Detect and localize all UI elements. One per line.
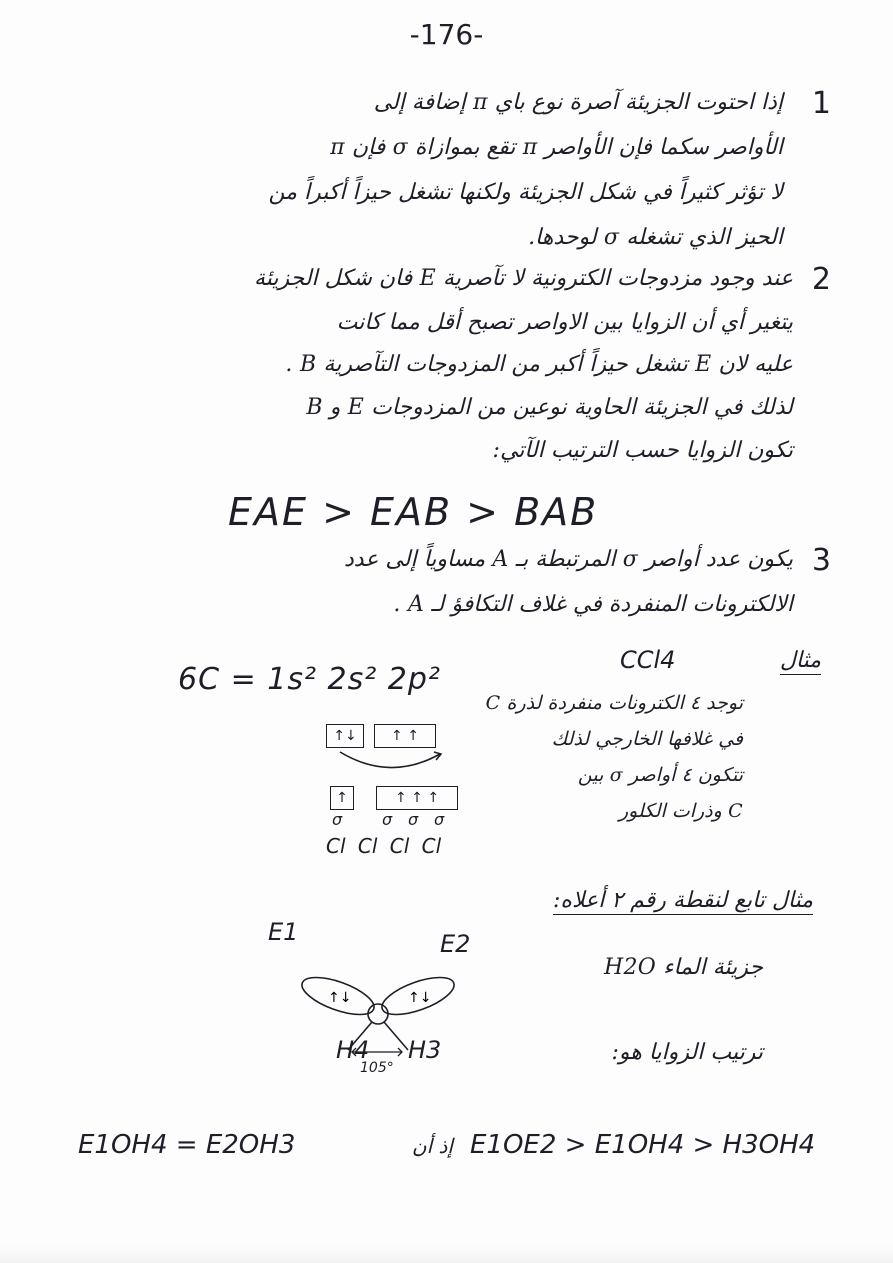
electron-configuration: 6C = 1s² 2s² 2p²	[178, 662, 441, 697]
chlorine-labels: Cl Cl Cl Cl	[326, 834, 442, 858]
water-molecule-label: جزيئة الماء H2O	[604, 955, 763, 980]
sigma-label-2: σ	[382, 810, 393, 829]
sigma-label-1: σ	[332, 810, 343, 829]
item2-line-4: لذلك في الجزيئة الحاوية نوعين من المزدوجات E و B	[306, 395, 793, 420]
item1-line-1: إذا احتوت الجزيئة آصرة نوع باي π إضافة إلى	[373, 90, 783, 115]
angle-order-label: ترتيب الزوايا هو:	[611, 1040, 763, 1065]
example1-note-4: C وذرات الكلور	[618, 800, 743, 822]
item3-line-1: يكون عدد أواصر σ المرتبطة بـ A مساوياً إلى عدد	[343, 547, 793, 572]
promotion-arrow-icon	[330, 748, 450, 778]
item-number-1: 1	[811, 86, 831, 121]
angle-equality: E1OH4 = E2OH3	[78, 1130, 296, 1160]
label-h3: H3	[408, 1036, 442, 1064]
example2-heading: مثال تابع لنقطة رقم ٢ أعلاه:	[553, 888, 813, 915]
orbital-box-2s-hybrid: ↑	[330, 786, 354, 810]
example1-note-3: تتكون ٤ أواصر σ بين	[577, 764, 743, 786]
svg-text:↑↓: ↑↓	[408, 990, 432, 1006]
item2-line-1: عند وجود مزدوجات الكترونية لا تآصرية E فان شكل الجزيئة	[253, 266, 793, 291]
orbital-box-2p-hybrid: ↑ ↑ ↑	[376, 786, 458, 810]
example1-note-1: توجد ٤ الكترونات منفردة لذرة C	[485, 692, 743, 714]
svg-text:↑↓: ↑↓	[328, 990, 352, 1006]
label-h4: H4	[336, 1036, 370, 1064]
item1-line-3: لا تؤثر كثيراً في شكل الجزيئة ولكنها تشغل حيزاً أكبراً من	[268, 180, 783, 205]
since-word: إذ أن	[411, 1134, 453, 1158]
item-number-2: 2	[811, 262, 831, 297]
item2-line-2: يتغير أي أن الزوايا بين الاواصر تصبح أقل مما كانت	[336, 310, 793, 335]
item-number-3: 3	[811, 543, 831, 578]
item3-line-2: الالكترونات المنفردة في غلاف التكافؤ لـ A .	[393, 592, 793, 617]
orbital-box-2s-paired: ↑↓	[326, 724, 364, 748]
angle-order-formula: EAE > EAB > BAB	[228, 490, 599, 534]
sigma-label-3: σ	[408, 810, 419, 829]
label-e2: E2	[440, 930, 471, 958]
item2-line-5: تكون الزوايا حسب الترتيب الآتي:	[492, 438, 793, 463]
page-number: -176-	[409, 18, 484, 51]
angle-inequality: E1OE2 > E1OH4 > H3OH4	[470, 1130, 816, 1160]
item1-line-2: الأواصر سكما فإن الأواصر π تقع بموازاة σ فإن π	[330, 135, 783, 160]
example-label: مثال	[780, 648, 821, 675]
sigma-label-4: σ	[434, 810, 445, 829]
item1-line-4: الحيز الذي تشغله σ لوحدها.	[528, 225, 783, 250]
orbital-box-2p-upper: ↑ ↑	[374, 724, 436, 748]
compound-ccl4: CCl4	[620, 646, 676, 674]
angle-value: 105°	[360, 1060, 394, 1076]
item2-line-3: عليه لان E تشغل حيزاً أكبر من المزدوجات التآصرية B .	[285, 352, 793, 377]
label-e1: E1	[268, 918, 299, 946]
example1-note-2: في غلافها الخارجي لذلك	[551, 728, 743, 750]
page-bottom-edge	[0, 1245, 893, 1263]
